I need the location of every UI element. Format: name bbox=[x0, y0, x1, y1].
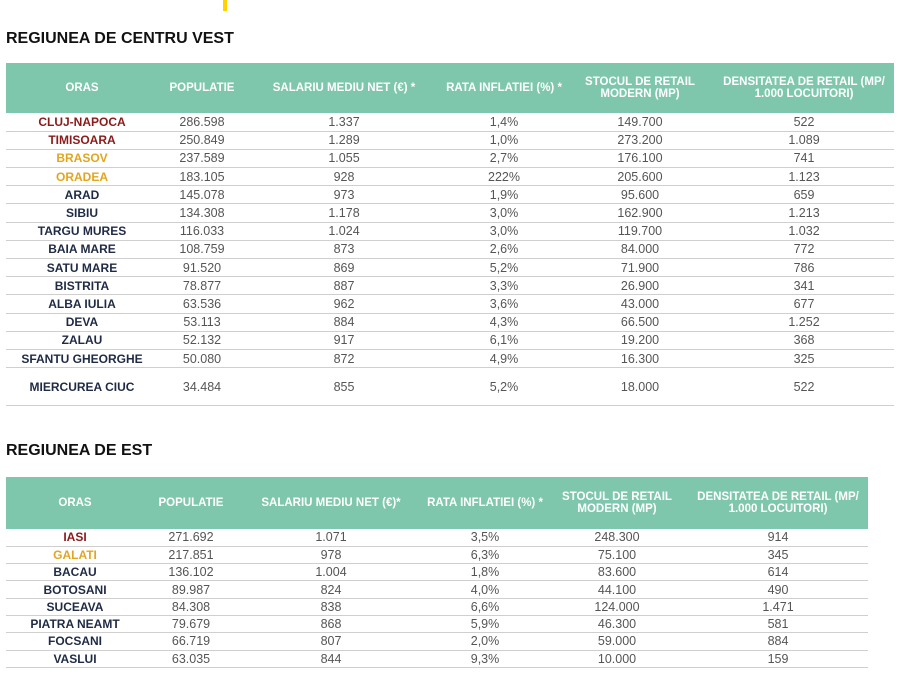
inflatie-cell: 9,3% bbox=[424, 650, 546, 667]
header-rata-inflatiei: RATA INFLATIEI (%) * bbox=[442, 63, 566, 113]
stoc-cell: 44.100 bbox=[546, 581, 688, 598]
stoc-cell: 18.000 bbox=[566, 368, 714, 406]
city-name: VASLUI bbox=[6, 650, 144, 667]
city-name: BISTRITA bbox=[6, 277, 158, 295]
densitate-cell: 1.471 bbox=[688, 598, 868, 615]
populatie-cell: 79.679 bbox=[144, 615, 238, 632]
densitate-cell: 581 bbox=[688, 615, 868, 632]
salariu-cell: 1.055 bbox=[246, 149, 442, 167]
table-row bbox=[6, 277, 894, 295]
populatie-cell: 84.308 bbox=[144, 598, 238, 615]
salariu-cell: 872 bbox=[246, 349, 442, 367]
stoc-cell: 162.900 bbox=[566, 204, 714, 222]
table-row bbox=[6, 349, 894, 367]
densitate-cell: 741 bbox=[714, 149, 894, 167]
densitate-cell: 341 bbox=[714, 277, 894, 295]
densitate-cell: 1.252 bbox=[714, 313, 894, 331]
populatie-cell: 237.589 bbox=[158, 149, 246, 167]
salariu-cell: 1.004 bbox=[238, 564, 424, 581]
inflatie-cell: 2,0% bbox=[424, 633, 546, 650]
stoc-cell: 46.300 bbox=[546, 615, 688, 632]
table-row bbox=[6, 186, 894, 204]
city-name: DEVA bbox=[6, 313, 158, 331]
salariu-cell: 873 bbox=[246, 240, 442, 258]
salariu-cell: 887 bbox=[246, 277, 442, 295]
densitate-cell: 1.032 bbox=[714, 222, 894, 240]
stoc-cell: 119.700 bbox=[566, 222, 714, 240]
inflatie-cell: 1,8% bbox=[424, 564, 546, 581]
stoc-cell: 84.000 bbox=[566, 240, 714, 258]
stoc-cell: 75.100 bbox=[546, 546, 688, 563]
populatie-cell: 78.877 bbox=[158, 277, 246, 295]
salariu-cell: 962 bbox=[246, 295, 442, 313]
stoc-cell: 26.900 bbox=[566, 277, 714, 295]
densitate-cell: 772 bbox=[714, 240, 894, 258]
city-name: ORADEA bbox=[6, 168, 158, 186]
city-name: FOCSANI bbox=[6, 633, 144, 650]
inflatie-cell: 3,5% bbox=[424, 529, 546, 546]
header-densitatea-retail: DENSITATEA DE RETAIL (MP/ 1.000 LOCUITORI) bbox=[714, 63, 894, 113]
salariu-cell: 807 bbox=[238, 633, 424, 650]
populatie-cell: 108.759 bbox=[158, 240, 246, 258]
salariu-cell: 1.178 bbox=[246, 204, 442, 222]
densitate-cell: 345 bbox=[688, 546, 868, 563]
inflatie-cell: 1,4% bbox=[442, 113, 566, 131]
city-name: SUCEAVA bbox=[6, 598, 144, 615]
populatie-cell: 52.132 bbox=[158, 331, 246, 349]
populatie-cell: 66.719 bbox=[144, 633, 238, 650]
densitate-cell: 159 bbox=[688, 650, 868, 667]
densitate-cell: 522 bbox=[714, 113, 894, 131]
densitate-cell: 677 bbox=[714, 295, 894, 313]
densitate-cell: 914 bbox=[688, 529, 868, 546]
city-name: TIMISOARA bbox=[6, 131, 158, 149]
table-row bbox=[6, 650, 868, 667]
table-row bbox=[6, 615, 868, 632]
city-name: ZALAU bbox=[6, 331, 158, 349]
populatie-cell: 250.849 bbox=[158, 131, 246, 149]
table-row bbox=[6, 240, 894, 258]
salariu-cell: 973 bbox=[246, 186, 442, 204]
densitate-cell: 884 bbox=[688, 633, 868, 650]
inflatie-cell: 3,6% bbox=[442, 295, 566, 313]
inflatie-cell: 6,6% bbox=[424, 598, 546, 615]
header-oras: ORAS bbox=[6, 477, 144, 529]
city-name: SIBIU bbox=[6, 204, 158, 222]
city-name: SFANTU GHEORGHE bbox=[6, 349, 158, 367]
inflatie-cell: 4,0% bbox=[424, 581, 546, 598]
table-row bbox=[6, 259, 894, 277]
stoc-cell: 176.100 bbox=[566, 149, 714, 167]
salariu-cell: 1.024 bbox=[246, 222, 442, 240]
stoc-cell: 95.600 bbox=[566, 186, 714, 204]
inflatie-cell: 222% bbox=[442, 168, 566, 186]
table-row bbox=[6, 168, 894, 186]
populatie-cell: 63.536 bbox=[158, 295, 246, 313]
inflatie-cell: 5,2% bbox=[442, 259, 566, 277]
inflatie-cell: 3,0% bbox=[442, 222, 566, 240]
stoc-cell: 59.000 bbox=[546, 633, 688, 650]
stoc-cell: 19.200 bbox=[566, 331, 714, 349]
populatie-cell: 286.598 bbox=[158, 113, 246, 131]
stoc-cell: 83.600 bbox=[546, 564, 688, 581]
populatie-cell: 89.987 bbox=[144, 581, 238, 598]
table-row bbox=[6, 204, 894, 222]
header-salariu: SALARIU MEDIU NET (€)* bbox=[238, 477, 424, 529]
table-row bbox=[6, 633, 868, 650]
table-row bbox=[6, 581, 868, 598]
densitate-cell: 1.213 bbox=[714, 204, 894, 222]
salariu-cell: 1.289 bbox=[246, 131, 442, 149]
stoc-cell: 66.500 bbox=[566, 313, 714, 331]
populatie-cell: 116.033 bbox=[158, 222, 246, 240]
stoc-cell: 248.300 bbox=[546, 529, 688, 546]
densitate-cell: 490 bbox=[688, 581, 868, 598]
stoc-cell: 273.200 bbox=[566, 131, 714, 149]
salariu-cell: 1.071 bbox=[238, 529, 424, 546]
city-name: SATU MARE bbox=[6, 259, 158, 277]
populatie-cell: 183.105 bbox=[158, 168, 246, 186]
table-row bbox=[6, 113, 894, 131]
city-name: GALATI bbox=[6, 546, 144, 563]
densitate-cell: 614 bbox=[688, 564, 868, 581]
salariu-cell: 838 bbox=[238, 598, 424, 615]
salariu-cell: 868 bbox=[238, 615, 424, 632]
region1-title: REGIUNEA DE CENTRU VEST bbox=[6, 30, 234, 47]
salariu-cell: 917 bbox=[246, 331, 442, 349]
city-name: ALBA IULIA bbox=[6, 295, 158, 313]
region2-table bbox=[6, 477, 868, 668]
inflatie-cell: 3,3% bbox=[442, 277, 566, 295]
city-name: BOTOSANI bbox=[6, 581, 144, 598]
header-stocul-retail: STOCUL DE RETAIL MODERN (MP) bbox=[566, 63, 714, 113]
densitate-cell: 1.089 bbox=[714, 131, 894, 149]
salariu-cell: 855 bbox=[246, 368, 442, 406]
city-name: TARGU MURES bbox=[6, 222, 158, 240]
inflatie-cell: 3,0% bbox=[442, 204, 566, 222]
populatie-cell: 271.692 bbox=[144, 529, 238, 546]
header-salariu: SALARIU MEDIU NET (€) * bbox=[246, 63, 442, 113]
inflatie-cell: 5,9% bbox=[424, 615, 546, 632]
header-populatie: POPULATIE bbox=[158, 63, 246, 113]
table-row bbox=[6, 564, 868, 581]
header-oras: ORAS bbox=[6, 63, 158, 113]
salariu-cell: 1.337 bbox=[246, 113, 442, 131]
table-row bbox=[6, 222, 894, 240]
city-name: CLUJ-NAPOCA bbox=[6, 113, 158, 131]
city-name: ARAD bbox=[6, 186, 158, 204]
populatie-cell: 136.102 bbox=[144, 564, 238, 581]
city-name: BRASOV bbox=[6, 149, 158, 167]
stoc-cell: 124.000 bbox=[546, 598, 688, 615]
region2-title: REGIUNEA DE EST bbox=[6, 442, 153, 459]
inflatie-cell: 4,3% bbox=[442, 313, 566, 331]
salariu-cell: 884 bbox=[246, 313, 442, 331]
inflatie-cell: 6,1% bbox=[442, 331, 566, 349]
populatie-cell: 53.113 bbox=[158, 313, 246, 331]
inflatie-cell: 5,2% bbox=[442, 368, 566, 406]
table-header-row bbox=[6, 63, 894, 113]
inflatie-cell: 6,3% bbox=[424, 546, 546, 563]
header-rata-inflatiei: RATA INFLATIEI (%) * bbox=[424, 477, 546, 529]
yellow-accent-mark bbox=[223, 0, 227, 11]
inflatie-cell: 1,0% bbox=[442, 131, 566, 149]
table-row bbox=[6, 546, 868, 563]
header-populatie: POPULATIE bbox=[144, 477, 238, 529]
populatie-cell: 91.520 bbox=[158, 259, 246, 277]
table-row bbox=[6, 331, 894, 349]
city-name: MIERCUREA CIUC bbox=[6, 368, 158, 406]
table-row bbox=[6, 368, 894, 406]
stoc-cell: 10.000 bbox=[546, 650, 688, 667]
stoc-cell: 16.300 bbox=[566, 349, 714, 367]
salariu-cell: 928 bbox=[246, 168, 442, 186]
city-name: IASI bbox=[6, 529, 144, 546]
densitate-cell: 325 bbox=[714, 349, 894, 367]
table-row bbox=[6, 313, 894, 331]
table-row bbox=[6, 529, 868, 546]
stoc-cell: 149.700 bbox=[566, 113, 714, 131]
region1-table bbox=[6, 63, 894, 406]
city-name: PIATRA NEAMT bbox=[6, 615, 144, 632]
inflatie-cell: 2,7% bbox=[442, 149, 566, 167]
city-name: BACAU bbox=[6, 564, 144, 581]
table-header-row bbox=[6, 477, 868, 529]
densitate-cell: 1.123 bbox=[714, 168, 894, 186]
populatie-cell: 145.078 bbox=[158, 186, 246, 204]
densitate-cell: 659 bbox=[714, 186, 894, 204]
table-row bbox=[6, 295, 894, 313]
densitate-cell: 368 bbox=[714, 331, 894, 349]
salariu-cell: 824 bbox=[238, 581, 424, 598]
stoc-cell: 43.000 bbox=[566, 295, 714, 313]
stoc-cell: 205.600 bbox=[566, 168, 714, 186]
header-densitatea-retail: DENSITATEA DE RETAIL (MP/ 1.000 LOCUITORI) bbox=[688, 477, 868, 529]
inflatie-cell: 4,9% bbox=[442, 349, 566, 367]
salariu-cell: 978 bbox=[238, 546, 424, 563]
table-row bbox=[6, 598, 868, 615]
header-stocul-retail: STOCUL DE RETAIL MODERN (MP) bbox=[546, 477, 688, 529]
densitate-cell: 786 bbox=[714, 259, 894, 277]
populatie-cell: 134.308 bbox=[158, 204, 246, 222]
densitate-cell: 522 bbox=[714, 368, 894, 406]
populatie-cell: 34.484 bbox=[158, 368, 246, 406]
stoc-cell: 71.900 bbox=[566, 259, 714, 277]
populatie-cell: 50.080 bbox=[158, 349, 246, 367]
populatie-cell: 217.851 bbox=[144, 546, 238, 563]
table-row bbox=[6, 149, 894, 167]
table-row bbox=[6, 131, 894, 149]
inflatie-cell: 2,6% bbox=[442, 240, 566, 258]
inflatie-cell: 1,9% bbox=[442, 186, 566, 204]
city-name: BAIA MARE bbox=[6, 240, 158, 258]
salariu-cell: 869 bbox=[246, 259, 442, 277]
salariu-cell: 844 bbox=[238, 650, 424, 667]
populatie-cell: 63.035 bbox=[144, 650, 238, 667]
